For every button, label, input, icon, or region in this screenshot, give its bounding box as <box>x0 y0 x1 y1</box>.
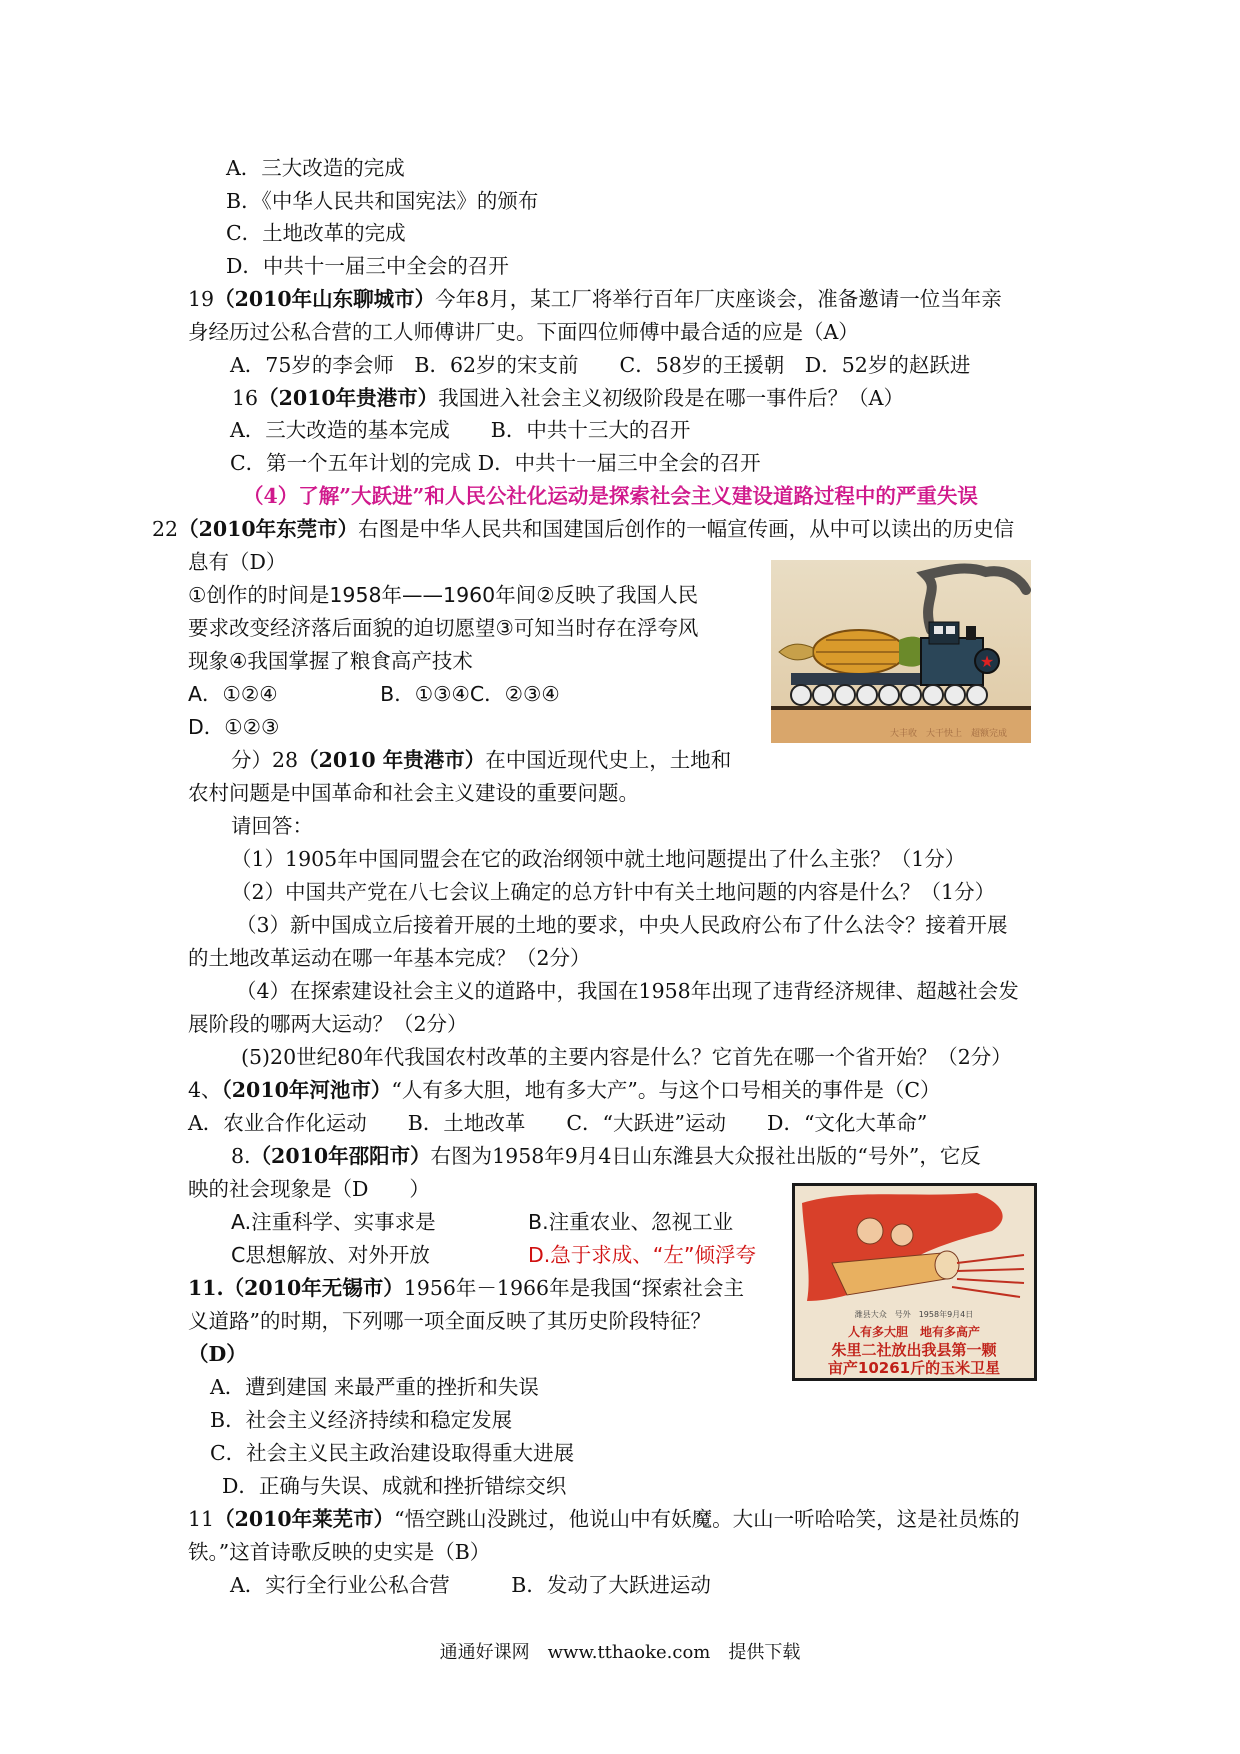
q11a-number: 11. <box>188 1276 224 1300</box>
cab-window <box>934 626 943 634</box>
q11a-option-c: C．社会主义民主政治建设取得重大进展 <box>210 1441 575 1465</box>
newspaper-extra-poster <box>792 1183 1037 1381</box>
q16-source: （2010年贵港市） <box>258 386 439 410</box>
cab-window-2 <box>946 626 955 634</box>
q28-part4-b: 展阶段的哪两大运动？（2分） <box>188 1012 468 1036</box>
wheels <box>791 685 987 705</box>
q11b-source: （2010年莱芜市） <box>214 1507 395 1531</box>
q11b-line2: 铁。”这首诗歌反映的史实是（B） <box>188 1540 491 1564</box>
q11a-option-b: B．社会主义经济持续和稳定发展 <box>210 1408 513 1432</box>
q28-part3-b: 的土地改革运动在哪一年基本完成？（2分） <box>188 946 591 970</box>
q4-source: （2010年河池市） <box>221 1078 392 1102</box>
rocket-nose <box>935 1251 959 1279</box>
q19-source: （2010年山东聊城市） <box>214 287 436 311</box>
q16-number: 16 <box>232 386 259 410</box>
red-star: ★ <box>979 652 995 671</box>
q22-line1 <box>152 514 1014 544</box>
rail <box>771 706 1031 710</box>
figure-head-2 <box>891 1224 913 1246</box>
q22-line2: 息有（D） <box>188 550 287 574</box>
q22-options-1: A．①②④ B．①③④C．②③④ <box>188 682 560 706</box>
propaganda-train-poster <box>771 560 1031 743</box>
section-heading-4: （4）了解”大跃进”和人民公社化运动是探索社会主义建设道路过程中的严重失误 <box>243 484 978 508</box>
figure-head <box>857 1218 883 1244</box>
q8-option-c: C思想解放、对外开放 <box>231 1243 430 1267</box>
q8-option-b: B.注重农业、忽视工业 <box>528 1210 734 1234</box>
q28-part2: （2）中国共产党在八七会议上确定的总方针中有关土地问题的内容是什么？（1分） <box>231 880 996 904</box>
q28-part4-a: （4）在探索建设社会主义的道路中，我国在1958年出现了违背经济规律、超越社会发 <box>236 979 1019 1003</box>
q28-source: （2010 年贵港市） <box>298 748 486 772</box>
q28-prefix: 分）28 <box>231 748 299 772</box>
poster-headline-2: 亩产10261斤的玉米卫星 <box>827 1359 1001 1377</box>
q11b-options: A．实行全行业公私合营 B．发动了大跃进运动 <box>230 1573 711 1597</box>
q19-text1: 今年8月，某工厂将举行百年厂庆座谈会，准备邀请一位当年亲 <box>435 287 1002 311</box>
q8-option-a: A.注重科学、实事求是 <box>231 1210 436 1234</box>
q19-line2: 身经历过公私合营的工人师傅讲厂史。下面四位师傅中最合适的应是（A） <box>188 320 859 344</box>
q16-text: 我国进入社会主义初级阶段是在哪一事件后？（A） <box>438 386 904 410</box>
page-footer: 通通好课网 www.tthaoke.com 提供下载 <box>439 1642 801 1663</box>
poster-headline-1: 朱里二社放出我县第一颗 <box>831 1341 997 1359</box>
q19-options: A．75岁的李会师 B．62岁的宋支前 C．58岁的王援朝 D．52岁的赵跃进 <box>230 353 971 377</box>
q4-line1 <box>188 1075 941 1105</box>
q11a-source: （2010年无锡市） <box>223 1276 404 1300</box>
newspaper-poster-graphic <box>792 1183 1037 1381</box>
q8-line2: 映的社会现象是（D ） <box>188 1177 430 1201</box>
q4-options: A．农业合作化运动 B．土地改革 C．“大跃进”运动 D．“文化大革命” <box>188 1111 928 1135</box>
q11a-text1: 1956年－1966年是我国“探索社会主 <box>403 1276 745 1300</box>
flatcar <box>791 673 931 685</box>
q-prev-option-d: D．中共十一届三中全会的召开 <box>226 254 509 278</box>
q22-number: 22 <box>152 517 179 541</box>
q22-options-2: D．①②③ <box>188 715 280 739</box>
q11a-line2: 义道路”的时期，下列哪一项全面反映了其历史阶段特征？ <box>188 1309 711 1333</box>
q28-text1: 在中国近现代史上，土地和 <box>485 748 732 772</box>
q19-number: 19 <box>188 287 215 311</box>
locomotive-body <box>921 638 983 685</box>
q-prev-option-a: A．三大改造的完成 <box>226 156 405 180</box>
q-prev-option-b: B．《中华人民共和国宪法》的颁布 <box>226 189 539 213</box>
q8-line1 <box>231 1141 981 1171</box>
train-poster-graphic <box>771 560 1031 743</box>
q28-part3-a: （3）新中国成立后接着开展的土地的要求，中央人民政府公布了什么法令？接着开展 <box>236 913 1008 937</box>
q11a-answer: （D） <box>188 1342 247 1366</box>
q22-statement-1: ①创作的时间是1958年——1960年间②反映了我国人民 <box>188 583 699 607</box>
poster-masthead: 潍县大众 号外 1958年9月4日 <box>854 1310 974 1319</box>
q11a-option-d: D．正确与失误、成就和挫折错综交织 <box>222 1474 567 1498</box>
q8-source: （2010年邵阳市） <box>250 1144 431 1168</box>
q22-statement-3: 现象④我国掌握了粮食高产技术 <box>188 649 473 673</box>
q4-number: 4、 <box>188 1078 222 1102</box>
q11b-text1: “悟空跳山没跳过，他说山中有妖魔。大山一听哈哈笑，这是社员炼的 <box>394 1507 1020 1531</box>
q16-options-2: C．第一个五年计划的完成 D．中共十一届三中全会的召开 <box>230 451 761 475</box>
q28-part1: （1）1905年中国同盟会在它的政治纲领中就土地问题提出了什么主张？（1分） <box>231 847 966 871</box>
q11b-number: 11 <box>188 1507 215 1531</box>
q28-line1 <box>231 745 731 775</box>
q16-line1 <box>232 383 904 413</box>
poster-caption: 大丰收 大干快上 超额完成 <box>889 729 1007 739</box>
q28-line2: 农村问题是中国革命和社会主义建设的重要问题。 <box>188 781 639 805</box>
poster-slogan: 人有多大胆 地有多高产 <box>847 1325 981 1339</box>
q28-prompt: 请回答： <box>231 814 313 838</box>
q8-option-d: D.急于求成、“左”倾浮夸 <box>528 1243 757 1267</box>
q19-line1 <box>188 284 1002 314</box>
q11b-line1 <box>188 1504 1020 1534</box>
q22-statement-2: 要求改变经济落后面貌的迫切愿望③可知当时存在浮夸风 <box>188 616 699 640</box>
q22-source: （2010年东莞市） <box>178 517 359 541</box>
q22-text1: 右图是中华人民共和国建国后创作的一幅宣传画，从中可以读出的历史信 <box>358 517 1015 541</box>
q16-options-1: A．三大改造的基本完成 B．中共十三大的召开 <box>230 418 691 442</box>
q-prev-option-c: C．土地改革的完成 <box>226 221 406 245</box>
q11a-option-a: A．遭到建国 来最严重的挫折和失误 <box>210 1375 539 1399</box>
smokestack <box>966 626 976 640</box>
q28-part5: (5)20世纪80年代我国农村改革的主要内容是什么？它首先在哪一个省开始？（2分） <box>241 1045 1012 1069</box>
q4-text: “人有多大胆，地有多大产”。与这个口号相关的事件是（C） <box>391 1078 941 1102</box>
q8-number: 8. <box>231 1144 251 1168</box>
q8-text1: 右图为1958年9月4日山东潍县大众报社出版的“号外”，它反 <box>430 1144 981 1168</box>
q11a-line1 <box>188 1273 744 1303</box>
